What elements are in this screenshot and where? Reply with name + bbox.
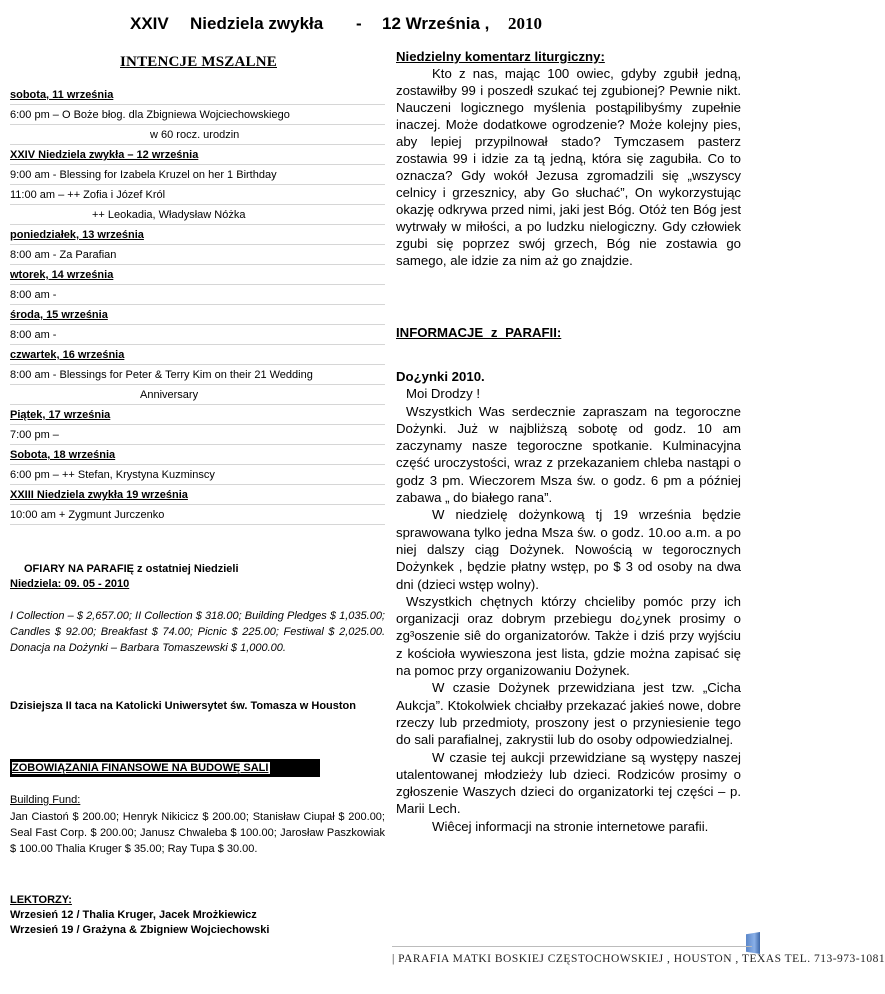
intention-day-heading: Sobota, 18 września (10, 445, 385, 465)
intention-day-heading: środa, 15 września (10, 305, 385, 325)
collections-text: I Collection – $ 2,657.00; II Collection $ 318.00; Building Pledges $ 1,035.00; Candles $ 92.00; Breakfast $ 74.00; Picnic $ 225.00; Festiwal $ 2,025.00. Donacja na Dożynki – Barbara Tomaszewski $ 1,000.00. (10, 610, 385, 654)
header-date: 12 Września , (382, 14, 490, 33)
intention-row: 9:00 am - Blessing for Izabela Kruzel on her 1 Birthday (10, 165, 385, 185)
intention-row: 8:00 am - Blessings for Peter & Terry Kim on their 21 Wedding (10, 365, 385, 385)
intention-row: 6:00 pm – O Boże błog. dla Zbigniewa Wojciechowskiego (10, 105, 385, 125)
building-fund-banner-text: ZOBOWIĄZANIA FINANSOWE NA BUDOWĘ SALI (12, 762, 269, 774)
building-fund-label: Building Fund: (10, 794, 81, 806)
mass-intentions-list (10, 85, 385, 525)
lectors-label: LEKTORZY: (10, 894, 72, 906)
lectors-line: Wrzesień 12 / Thalia Kruger, Jacek Mrożkiewicz (10, 909, 257, 921)
comment-title: Niedzielny komentarz liturgiczny: (396, 49, 605, 64)
intention-row: Anniversary (10, 385, 385, 405)
header-dash: - (356, 14, 362, 33)
building-fund-banner (10, 759, 320, 777)
info-paragraph: Wiêcej informacji na stronie internetowe parafii. (432, 818, 709, 834)
intention-day-heading: wtorek, 14 września (10, 265, 385, 285)
header-year: 2010 (508, 14, 542, 33)
intention-day-heading: XXIII Niedziela zwykła 19 września (10, 485, 385, 505)
intention-row: ++ Leokadia, Władysław Nóżka (10, 205, 385, 225)
header-sunday-name: Niedziela zwykła (190, 14, 324, 33)
liturgical-comment (396, 48, 741, 269)
header-sunday-number: XXIV (130, 14, 169, 33)
harvest-festival-title: Do¿ynki 2010. (396, 369, 485, 384)
info-paragraph: W niedzielę dożynkową tj 19 września będzie sprawowana tylko jedna Msza św. o godz. 10.oo a.m. a po niej dalszy ciąg Dożynek. Nowością w tegorocznych Dożynkek , będzie płatny wstęp, po $ 3 od osoby na dwa dni (dzieci wstęp wolny). (396, 507, 741, 592)
intention-row: 11:00 am – ++ Zofia i Józef Król (10, 185, 385, 205)
intentions-title: INTENCJE MSZALNE (120, 54, 277, 70)
parish-info (396, 368, 741, 835)
offerings-date: Niedziela: 09. 05 - 2010 (10, 578, 130, 590)
info-paragraph: W czasie tej aukcji przewidziane są występy naszej utalentowanej młodzieży lub dzieci. Rodziców prosimy o zgłoszenie Waszych dzieci do organizatorki tej części – p. Marii Lech. (396, 749, 741, 817)
lectors-line: Wrzesień 19 / Grażyna & Zbigniew Wojciechowski (10, 924, 270, 936)
greeting: Moi Drodzy ! (406, 386, 481, 402)
intention-day-heading: XXIV Niedziela zwykła – 12 września (10, 145, 385, 165)
info-paragraph: Wszystkich Was serdecznie zapraszam na tegoroczne Dożynki. Już w najbliższą sobotę od godz. 10 am zaczynamy nasze tegoroczne spotkanie. Kulminacyjna część uroczystości, wraz z przekazaniem chleba nastąpi o godz 3 pm. Wieczorem Msza św. o godz. 6 pm a później zabawa „ do białego rana”. (396, 403, 741, 506)
offerings-title: OFIARY NA PARAFIĘ z ostatniej Niedzieli (24, 563, 239, 575)
intention-row: 7:00 pm – (10, 425, 385, 445)
second-collection-note: Dzisiejsza II taca na Katolicki Uniwersytet św. Tomasza w Houston (10, 700, 356, 712)
intention-row: w 60 rocz. urodzin (10, 125, 385, 145)
page-footer: | PARAFIA MATKI BOSKIEJ CZĘSTOCHOWSKIEJ , HOUSTON , TEXAS TEL. 713-973-1081 (392, 946, 752, 965)
intention-day-heading: poniedziałek, 13 września (10, 225, 385, 245)
intention-row: 8:00 am - (10, 325, 385, 345)
intention-day-heading: Piątek, 17 września (10, 405, 385, 425)
offerings-section (10, 562, 385, 592)
intention-day-heading: sobota, 11 września (10, 85, 385, 105)
intention-row: 6:00 pm – ++ Stefan, Krystyna Kuzminscy (10, 465, 385, 485)
info-paragraph: W czasie Dożynek przewidziana jest tzw. „Cicha Aukcja”. Ktokolwiek chciałby przekazać jakieś nowe, dobre rzeczy lub przedmioty, proszony jest o przyniesienie tego do sali parafialnej, zakrystii lub do osoby odpowiedzialnej. (396, 680, 741, 748)
intention-row: 8:00 am - (10, 285, 385, 305)
intention-row: 8:00 am - Za Parafian (10, 245, 385, 265)
parish-info-title: INFORMACJE z PARAFII: (396, 325, 562, 340)
comment-body: Kto z nas, mając 100 owiec, gdyby zgubił jedną, zostawiłby 99 i poszedł szukać tej zgubionej? Pewnie nikt. Nauczeni logicznego myślenia postąpilibyśmy zupełnie inaczej. Może dodatkowe ogrodzenie? Może kolejny pies, aby lepiej przypilnował stado? Tymczasem pasterz zostawia 99 i idzie za tą jedną, która się zagubiła. Co to oznacza? Gdy wokół Jezusa zgromadzili się „wszyscy celnicy i grzesznicy, aby Go słuchać”, On wykorzystując okazję odkrywa przed nimi, jaki jest Bóg. Otóż ten Bóg jest wytrwały w miłości, a po ludzku nielogiczny. Gdy człowiek zgubi się poprzez swój grzech, Bóg nie zostawia go samego, ale idzie za nim aż go znajdzie. (396, 66, 741, 268)
intention-row: 10:00 am + Zygmunt Jurczenko (10, 505, 385, 525)
lectors-section (10, 893, 385, 938)
intention-day-heading: czwartek, 16 września (10, 345, 385, 365)
building-fund-donors: Jan Ciastoń $ 200.00; Henryk Nikicicz $ 200.00; Stanisław Ciupał $ 200.00; Seal Fast Corp. $ 200.00; Janusz Chwaleba $ 100.00; Jarosław Paszkowiak $ 100.00 Thalia Kruger $ 35.00; Ray Tupa $ 30.00. (10, 811, 385, 855)
info-paragraph: Wszystkich chętnych którzy chcieliby pomóc przy ich organizacji oraz dobrym przebiegu do¿ynek prosimy o zg³oszenie siê do organizatorów. Także i dziś przy wyjściu z kościoła wywieszona jest lista, gdzie można zapisać się na pomoc przy organizowaniu Dożynek. (396, 593, 741, 679)
